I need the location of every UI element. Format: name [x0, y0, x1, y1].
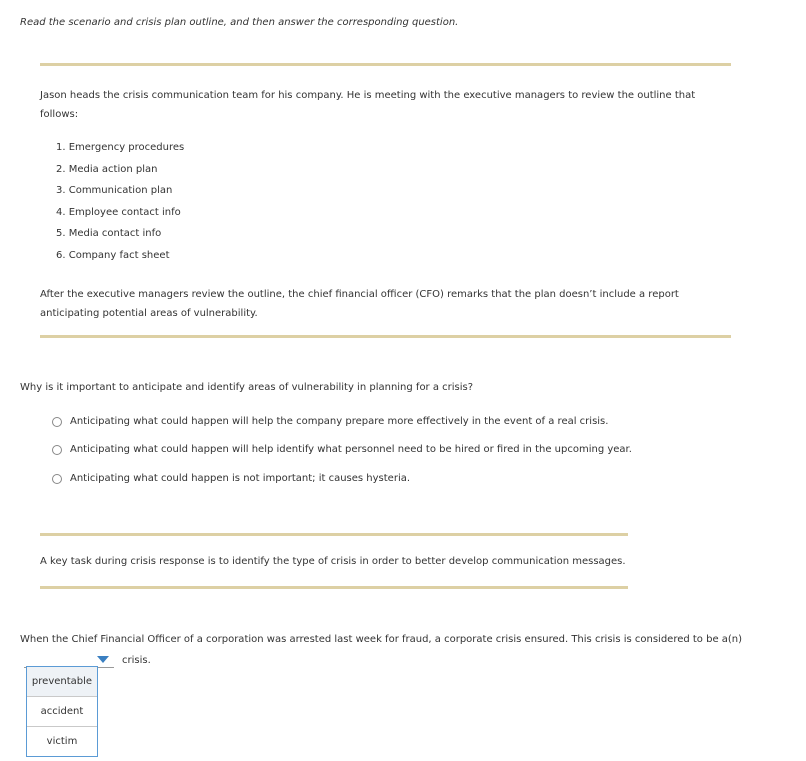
outline-item: 2. Media action plan [56, 163, 158, 175]
outline-item: 3. Communication plan [56, 185, 173, 197]
answer-option-label: Anticipating what could happen will help the company prepare more effectively in the event of a real crisis. [70, 416, 609, 427]
answer-option-3[interactable] [52, 473, 410, 484]
dropdown-option-preventable[interactable]: preventable [27, 667, 97, 697]
chevron-down-icon[interactable] [97, 656, 109, 663]
radio-button[interactable] [52, 474, 62, 484]
outline-item: 6. Company fact sheet [56, 249, 170, 261]
question-1-prompt: Why is it important to anticipate and identify areas of vulnerability in planning for a crisis? [20, 382, 474, 393]
radio-button[interactable] [52, 417, 62, 427]
question-2-prompt: When the Chief Financial Officer of a corporation was arrested last week for fraud, a corporate crisis ensured. This crisis is considered to be a(n) [20, 634, 743, 645]
crisis-plan-outline [56, 140, 184, 270]
key-task-text: A key task during crisis response is to identify the type of crisis in order to better develop communication messages. [40, 556, 626, 567]
answer-option-2[interactable] [52, 444, 632, 455]
dropdown-option-victim[interactable]: victim [46, 736, 78, 747]
answer-option-1[interactable] [52, 416, 608, 427]
question-2-suffix: crisis. [122, 655, 151, 666]
answer-option-label: Anticipating what could happen is not important; it causes hysteria. [70, 473, 411, 484]
answer-option-label: Anticipating what could happen will help identify what personnel need to be hired or fired in the upcoming year. [70, 444, 632, 455]
scenario-top-divider [40, 63, 731, 66]
key-task-bottom-divider [40, 586, 628, 589]
instructions: Read the scenario and crisis plan outline, and then answer the corresponding question. [20, 17, 459, 28]
radio-button[interactable] [52, 445, 62, 455]
key-task-top-divider [40, 533, 628, 536]
scenario-after: After the executive managers review the outline, the chief financial officer (CFO) remarks that the plan doesn’t include a report anticipating potential areas of vulnerability. [40, 289, 679, 319]
outline-item: 5. Media contact info [56, 228, 162, 240]
outline-item: 4. Employee contact info [56, 206, 181, 218]
dropdown-option-accident[interactable]: accident [27, 697, 97, 727]
outline-item: 1. Emergency procedures [56, 142, 185, 153]
crisis-type-dropdown[interactable] [26, 666, 98, 757]
scenario-intro: Jason heads the crisis communication team for his company. He is meeting with the executive managers to review the outline that follows: [40, 90, 696, 120]
scenario-bottom-divider [40, 335, 731, 338]
